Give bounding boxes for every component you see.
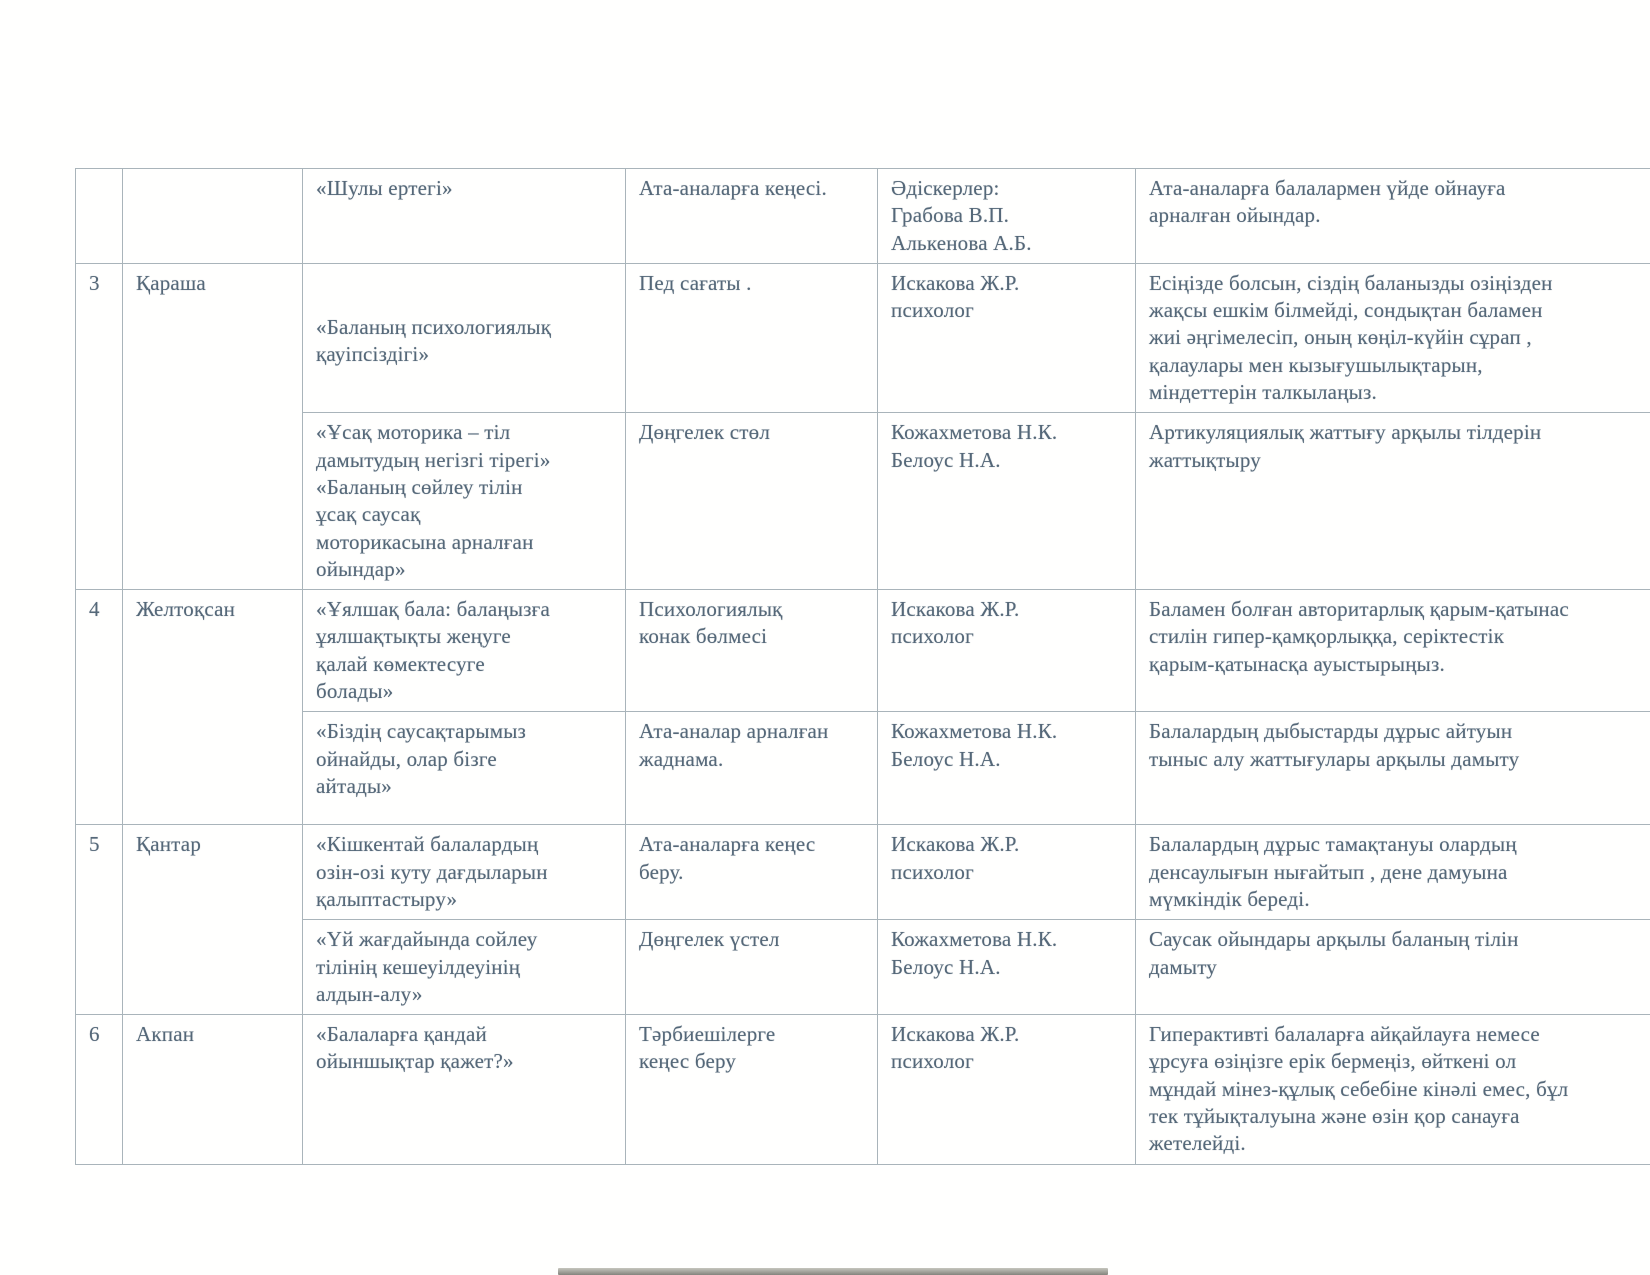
table-row [76,825,1650,920]
cell-topic: «Ұсақ моторика – тіл дамытудың негізгі тірегі» «Баланың сөйлеу тілін ұсақ саусақ моторикасына арналған ойындар» [303,413,626,590]
cell-form: Психологиялық конак бөлмесі [626,590,878,712]
cell-note: Саусак ойындары арқылы баланың тілін дамыту [1136,920,1650,1015]
cell-form: Пед сағаты . [626,263,878,412]
activity-plan-table [75,168,1650,1165]
table-row [76,413,1650,590]
table-row [76,590,1650,712]
cell-form: Дөңгелек үстел [626,920,878,1015]
cell-num: 6 [76,1015,123,1164]
cell-responsible: Искакова Ж.Р. психолог [878,263,1136,412]
cell-responsible: Кожахметова Н.К. Белоус Н.А. [878,712,1136,825]
cell-responsible: Әдіскерлер: Грабова В.П. Алькенова А.Б. [878,169,1136,264]
table-row [76,920,1650,1015]
cell-topic: «Кішкентай балалардың озін-озі куту дағдыларын қалыптастыру» [303,825,626,920]
cell-form: Ата-аналар арналған жаднама. [626,712,878,825]
cell-note: Баламен болған авторитарлық қарым-қатынас стилін гипер-қамқорлыққа, серіктестік қарым-қатынасқа ауыстырыңыз. [1136,590,1650,712]
cell-num: 5 [76,825,123,1015]
cell-num [76,169,123,264]
table-row [76,1015,1650,1164]
cell-note: Балалардың дұрыс тамақтануы олардың денсаулығын нығайтып , дене дамуына мүмкіндік береді. [1136,825,1650,920]
cell-form: Дөңгелек стөл [626,413,878,590]
cell-topic: «Үй жағдайында сойлеу тілінің кешеуілдеуінің алдын-алу» [303,920,626,1015]
table-row [76,263,1650,412]
cell-num: 3 [76,263,123,589]
cell-topic: «Ұялшақ бала: балаңызға ұялшақтықты жеңуге қалай көмектесуге болады» [303,590,626,712]
table-row [76,712,1650,825]
cell-note: Артикуляциялық жаттығу арқылы тілдерін жаттықтыру [1136,413,1650,590]
cell-note: Ата-аналарға балалармен үйде ойнауға арналған ойындар. [1136,169,1650,264]
table-row [76,169,1650,264]
cell-month: Акпан [123,1015,303,1164]
cell-topic: «Біздің саусақтарымыз ойнайды, олар бізге айтады» [303,712,626,825]
cell-form: Ата-аналарға кеңесі. [626,169,878,264]
cell-topic: «Шулы ертегі» [303,169,626,264]
cell-form: Ата-аналарға кеңес беру. [626,825,878,920]
scan-edge-artifact [558,1268,1108,1275]
cell-month [123,169,303,264]
cell-responsible: Искакова Ж.Р. психолог [878,590,1136,712]
cell-responsible: Кожахметова Н.К. Белоус Н.А. [878,920,1136,1015]
cell-responsible: Искакова Ж.Р. психолог [878,1015,1136,1164]
cell-topic: «Баланың психологиялық қауіпсіздігі» [303,263,626,412]
cell-note: Балалардың дыбыстарды дұрыс айтуын тыныс алу жаттығулары арқылы дамыту [1136,712,1650,825]
cell-note: Гиперактивті балаларға айқайлауға немесе ұрсуға өзіңізге ерік бермеңіз, өйткені ол мұндай мінез-құлық себебіне кінәлі емес, бұл тек тұйықталуына және өзін қор санауға жетелейді. [1136,1015,1650,1164]
cell-responsible: Кожахметова Н.К. Белоус Н.А. [878,413,1136,590]
cell-month: Қараша [123,263,303,589]
cell-month: Қантар [123,825,303,1015]
cell-num: 4 [76,590,123,825]
cell-month: Желтоқсан [123,590,303,825]
cell-responsible: Искакова Ж.Р. психолог [878,825,1136,920]
cell-note: Есіңізде болсын, сіздің баланызды озіңізден жақсы ешкім білмейді, сондықтан баламен жиі әңгімелесіп, оның көңіл-күйін сұрап , қалаулары мен кызығушылықтарын, міндеттерін талкылаңыз. [1136,263,1650,412]
cell-form: Тәрбиешілерге кеңес беру [626,1015,878,1164]
cell-topic: «Балаларға қандай ойыншықтар қажет?» [303,1015,626,1164]
